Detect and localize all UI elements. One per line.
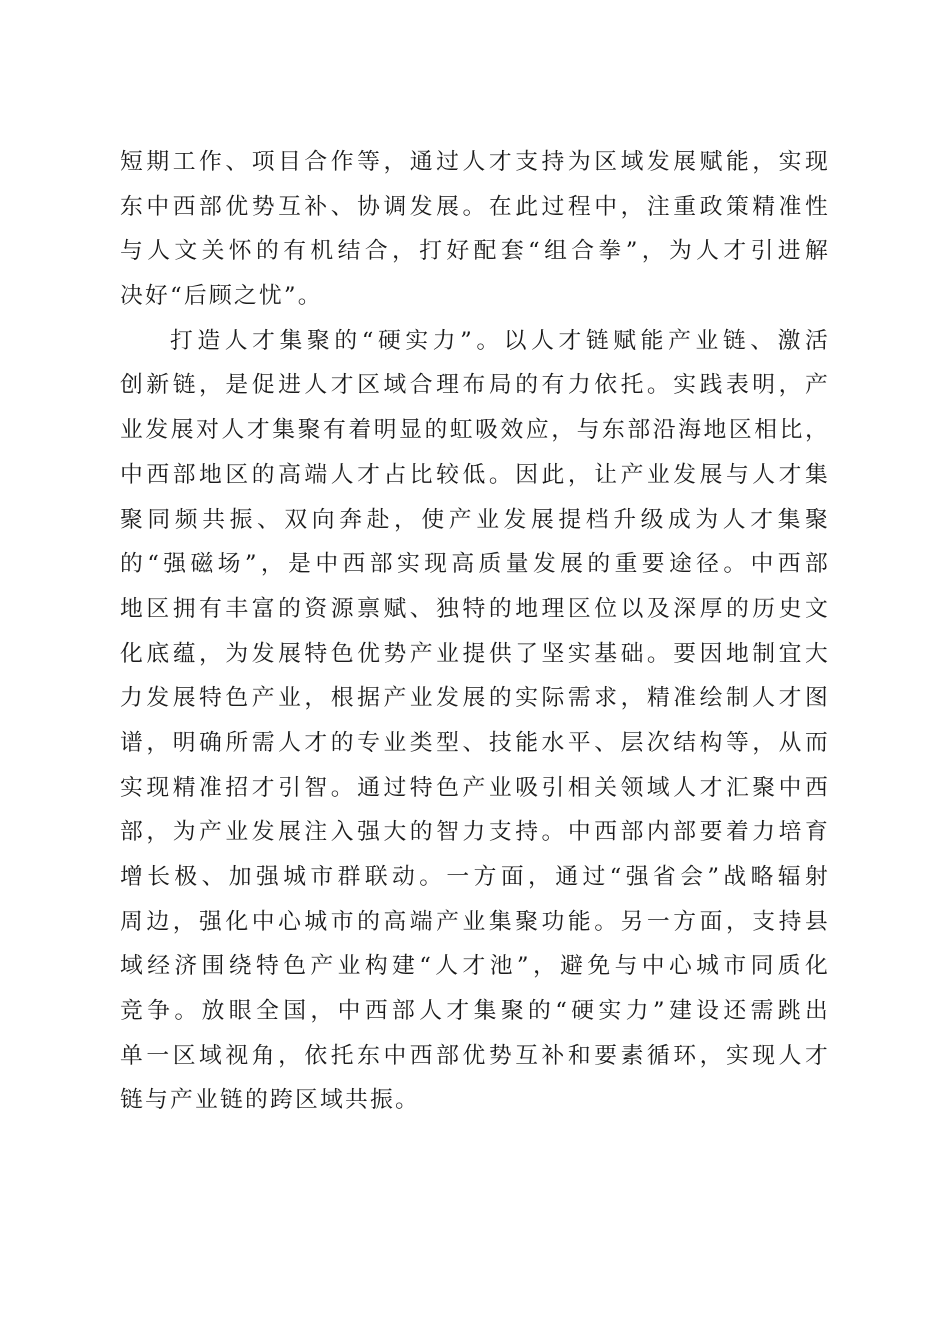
text-line: 决好“后顾之忧”。 — [120, 283, 323, 310]
text-line: 部，为产业发展注入强大的智力支持。中西部内部要着力培育 — [120, 819, 830, 846]
text-line: 力发展特色产业，根据产业发展的实际需求，精准绘制人才图 — [120, 685, 830, 712]
text-line: 聚同频共振、双向奔赴，使产业发展提档升级成为人才集聚 — [120, 506, 830, 533]
text-line: 增长极、加强城市群联动。一方面，通过“强省会”战略辐射 — [120, 864, 830, 890]
text-line: 中西部地区的高端人才占比较低。因此，让产业发展与人才集 — [120, 461, 830, 488]
text-line: 地区拥有丰富的资源禀赋、独特的地理区位以及深厚的历史文 — [120, 595, 830, 622]
text-line: 创新链，是促进人才区域合理布局的有力依托。实践表明，产 — [120, 372, 830, 399]
text-line: 与人文关怀的有机结合，打好配套“组合拳”，为人才引进解 — [120, 238, 830, 265]
paragraph-main — [120, 319, 830, 1123]
text-line: 竞争。放眼全国，中西部人才集聚的“硬实力”建设还需跳出 — [120, 998, 830, 1025]
text-line: 实现精准招才引智。通过特色产业吸引相关领域人才汇聚中西 — [120, 774, 830, 801]
text-line: 谱，明确所需人才的专业类型、技能水平、层次结构等，从而 — [120, 729, 830, 756]
paragraph-continued — [120, 140, 830, 319]
text-line: 周边，强化中心城市的高端产业集聚功能。另一方面，支持县 — [120, 908, 830, 935]
text-line: 单一区域视角，依托东中西部优势互补和要素循环，实现人才 — [120, 1042, 830, 1069]
document-page — [120, 140, 830, 1123]
text-line: 的“强磁场”，是中西部实现高质量发展的重要途径。中西部 — [120, 551, 830, 578]
text-line: 业发展对人才集聚有着明显的虹吸效应，与东部沿海地区相比， — [120, 417, 830, 444]
text-line-first: 打造人才集聚的“硬实力”。以人才链赋能产业链、激活 — [170, 327, 830, 354]
text-line: 链与产业链的跨区域共振。 — [120, 1087, 420, 1114]
text-line: 东中西部优势互补、协调发展。在此过程中，注重政策精准性 — [120, 193, 830, 220]
text-line: 短期工作、项目合作等，通过人才支持为区域发展赋能，实现 — [120, 149, 830, 175]
text-line: 化底蕴，为发展特色优势产业提供了坚实基础。要因地制宜大 — [120, 640, 830, 667]
text-line: 域经济围绕特色产业构建“人才池”，避免与中心城市同质化 — [120, 953, 830, 980]
